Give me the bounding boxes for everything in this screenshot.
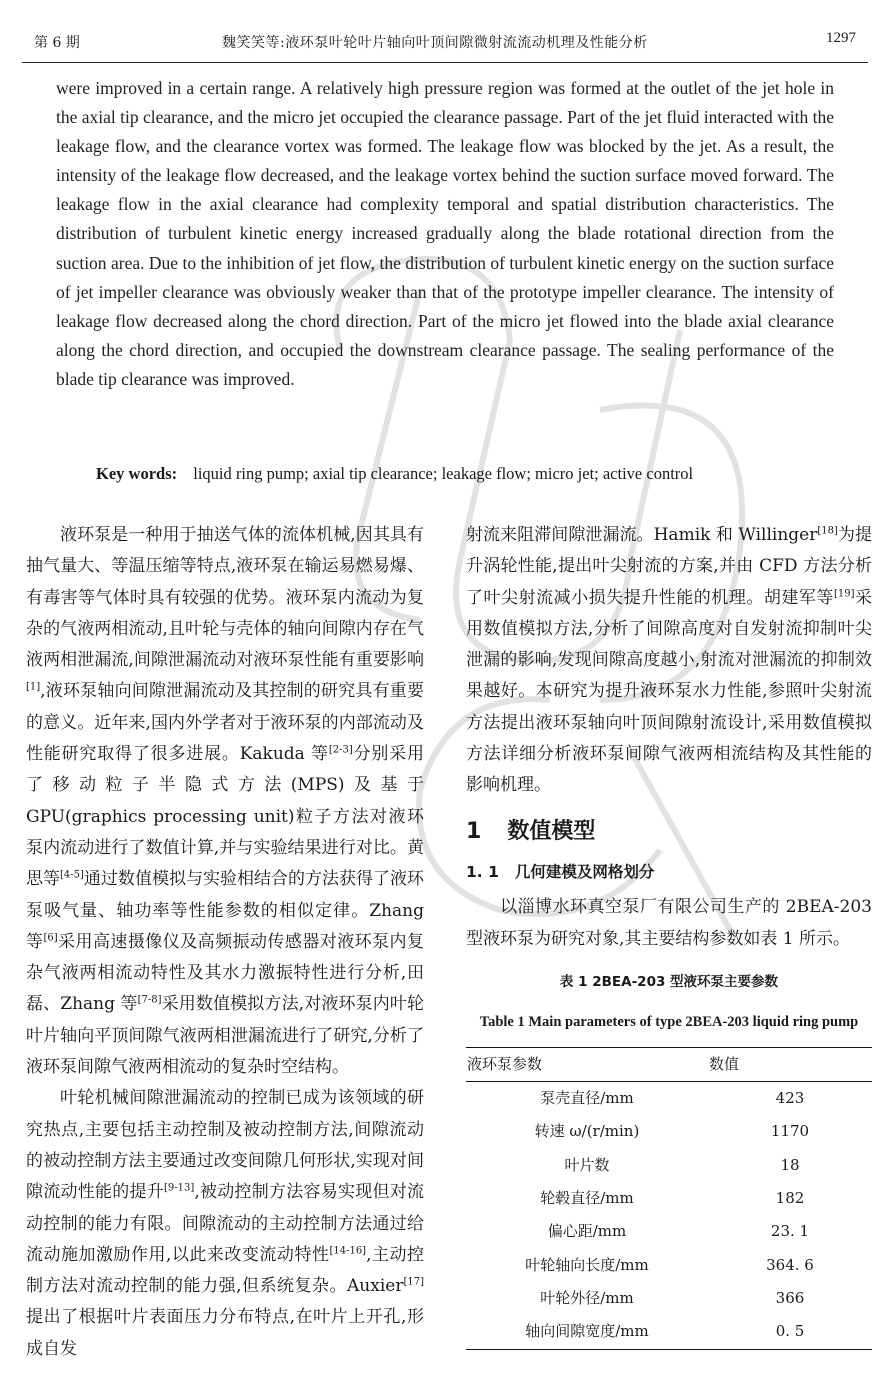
citation: [14-16]	[329, 1245, 367, 1257]
section-heading: 1 数值模型	[466, 818, 596, 844]
param-cell: 转速 ω/(r/min)	[534, 1122, 640, 1141]
value-cell: 423	[775, 1089, 805, 1108]
citation: [7-8]	[137, 994, 162, 1006]
subsection-heading: 1. 1 几何建模及网格划分	[466, 862, 655, 881]
table-caption-cn: 表 1 2BEA-203 型液环泵主要参数	[559, 973, 779, 990]
running-title: 魏笑笑等:液环泵叶轮叶片轴向叶顶间隙微射流流动机理及性能分析	[222, 35, 648, 51]
keywords-label: Key words:	[96, 464, 178, 483]
value-cell: 1170	[770, 1122, 810, 1141]
citation: [19]	[833, 587, 855, 599]
table-row	[466, 1115, 872, 1148]
value-cell: 366	[775, 1288, 805, 1307]
value-cell: 0. 5	[708, 1315, 872, 1349]
value-cell: 18	[780, 1155, 800, 1174]
left-column	[26, 520, 424, 1365]
right-column	[466, 520, 872, 1350]
citation: [9-13]	[164, 1182, 195, 1194]
citation: [18]	[817, 525, 838, 537]
header-rule	[22, 62, 868, 63]
table-header-row	[466, 1047, 872, 1081]
param-cell: 叶轮外径/mm	[540, 1288, 634, 1307]
table-row	[466, 1149, 872, 1182]
table-caption-en: Table 1 Main parameters of type 2BEA-203 liquid ring pump	[479, 1013, 859, 1030]
table-row	[466, 1182, 872, 1215]
citation: [2-3]	[328, 744, 353, 756]
parameters-table	[466, 1047, 872, 1350]
table-row	[466, 1249, 872, 1282]
table-row	[466, 1082, 872, 1116]
body-paragraph: 射流来阻滞间隙泄漏流。Hamik 和 Willinger[18]为提升涡轮性能,提出叶尖射流的方案,并由 CFD 方法分析了叶尖射流减小损失提升性能的机理。胡建军等[19]采用数值模拟方法,分析了间隙高度对自发射流抑制叶尖泄漏的影响,发现间隙高度越小,射流对泄漏流的抑制效果越好。本研究为提升液环泵水力性能,参照叶尖射流方法提出液环泵轴向叶顶间隙射流设计,采用数值模拟方法详细分析液环泵间隙气液两相流结构及其性能的影响机理。	[466, 525, 873, 796]
page-number: 1297	[826, 30, 856, 46]
param-cell: 偏心距/mm	[547, 1222, 627, 1241]
running-header	[22, 26, 868, 56]
body-paragraph: 液环泵是一种用于抽送气体的流体机械,因其具有抽气量大、等温压缩等特点,液环泵在输运易燃易爆、有毒害等气体时具有较强的优势。液环泵内流动为复杂的气液两相流动,且叶轮与壳体的轴向间隙内存在气液两相泄漏流,间隙泄漏流动对液环泵性能有重要影响[1],液环泵轴向间隙泄漏流动及其控制的研究具有重要的意义。近年来,国内外学者对于液环泵的内部流动及性能研究取得了很多进展。Kakuda 等[2-3]分别采用了移动粒子半隐式方法(MPS)及基于 GPU(graphics processing unit)粒子方法对液环泵内流动进行了数值计算,并与实验结果进行对比。黄思等[4-5]通过数值模拟与实验相结合的方法获得了液环泵吸气量、轴功率等性能参数的相似定律。Zhang 等[6]采用高速摄像仪及高频振动传感器对液环泵内复杂气液两相流动特性及其水力激振特性进行分析,田磊、Zhang 等[7-8]采用数值模拟方法,对液环泵内叶轮叶片轴向平顶间隙气液两相泄漏流进行了研究,分析了液环泵间隙气液两相流动的复杂时空结构。	[26, 525, 425, 1078]
param-cell: 泵壳直径/mm	[540, 1089, 634, 1108]
body-paragraph: 以淄博水环真空泵厂有限公司生产的 2BEA-203 型液环泵为研究对象,其主要结构参数如表 1 所示。	[466, 897, 872, 949]
abstract-text: were improved in a certain range. A relatively high pressure region was formed at the outlet of the jet hole in the axial tip clearance, and the micro jet occupied the clearance passage. Part of the jet fluid interacted with the leakage flow, and the clearance vortex was formed. The leakage flow was blocked by the jet. As a result, the intensity of the leakage flow decreased, and the leakage vortex behind the suction surface moved forward. The leakage flow in the axial clearance had complexity temporal and spatial distribution characteristics. The distribution of turbulent kinetic energy increased gradually along the blade rotational direction from the suction area. Due to the inhibition of jet flow, the distribution of turbulent kinetic energy on the suction surface of jet impeller clearance was obviously weaker than that of the prototype impeller clearance. The intensity of leakage flow decreased along the chord direction. Part of the micro jet flowed into the blade axial clearance along the chord direction, and occupied the downstream clearance passage. The sealing performance of the blade tip clearance was improved.	[56, 78, 834, 389]
param-cell: 轮毂直径/mm	[540, 1189, 634, 1208]
param-cell: 叶轮轴向长度/mm	[525, 1255, 649, 1274]
table-row	[466, 1315, 872, 1349]
citation: [17]	[403, 1276, 424, 1288]
citation: [4-5]	[60, 869, 84, 881]
issue-number: 第 6 期	[34, 35, 80, 51]
table-row	[466, 1282, 872, 1315]
table-row	[466, 1215, 872, 1248]
citation: [1]	[26, 681, 41, 693]
param-cell: 叶片数	[564, 1155, 610, 1174]
column-header: 数值	[708, 1047, 872, 1081]
value-cell: 364. 6	[766, 1255, 814, 1274]
keywords-list: liquid ring pump; axial tip clearance; leakage flow; micro jet; active control	[193, 464, 694, 483]
param-cell: 轴向间隙宽度/mm	[466, 1315, 708, 1349]
value-cell: 182	[775, 1189, 805, 1208]
value-cell: 23. 1	[770, 1222, 810, 1241]
body-paragraph: 叶轮机械间隙泄漏流动的控制已成为该领域的研究热点,主要包括主动控制及被动控制方法,间隙流动的被动控制方法主要通过改变间隙几何形状,实现对间隙流动性能的提升[9-13],被动控制方法容易实现但对流动控制的能力有限。间隙流动的主动控制方法通过给流动施加激励作用,以此来改变流动特性[14-16],主动控制方法对流动控制的能力强,但系统复杂。Auxier[17]提出了根据叶片表面压力分布特点,在叶片上开孔,形成自发	[26, 1088, 425, 1359]
citation: [6]	[43, 932, 58, 944]
keywords	[96, 464, 856, 484]
column-header: 液环泵参数	[466, 1047, 708, 1081]
